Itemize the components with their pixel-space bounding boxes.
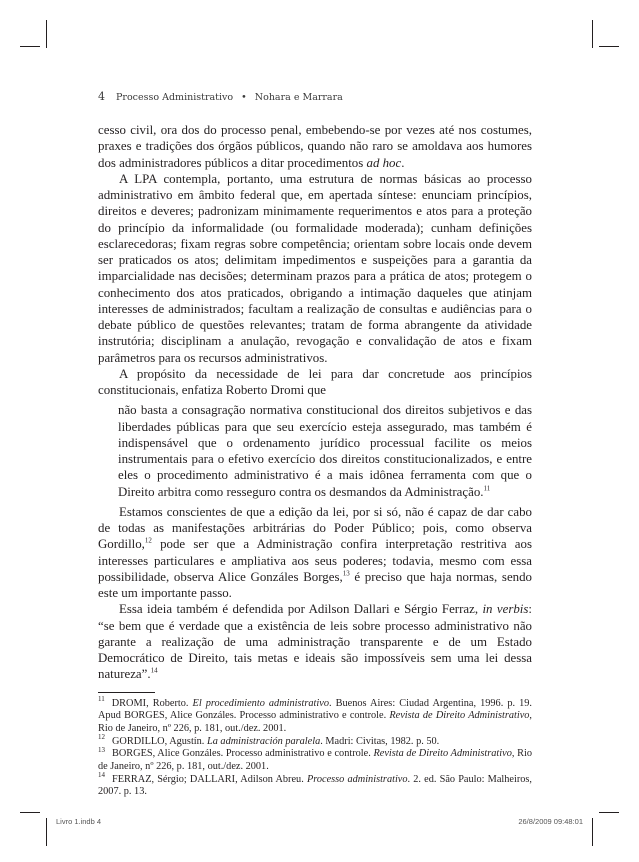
crop-mark-bottom-left-v	[46, 818, 47, 846]
crop-mark-top-left-v	[46, 20, 47, 48]
paragraph-3: A propósito da necessidade de lei para dar concretude aos princípios constitucionais, enfatiza Roberto Dromi que	[98, 366, 532, 397]
footnote-13: $^{13}$ BORGES, Alice Gonzáles. Processo administrativo e controle. Revista de Direito Administrativo, Rio de Janeiro, nº 226, p. 181, out./dez. 2001.	[98, 745, 532, 773]
footnote-11: $^{11}$ DROMI, Roberto. El procedimiento administrativo. Buenos Aires: Ciudad Argentina, 1996. p. 19. Apud BORGES, Alice Gonzáles. Processo administrativo e controle. Revista de Direito Administrativo, Rio de Janeiro, nº 226, p. 181, out./dez. 2001.	[98, 695, 532, 734]
crop-mark-bottom-right-v	[592, 818, 593, 846]
paragraph-2: A LPA contempla, portanto, uma estrutura de normas básicas ao processo administrativo em âmbito federal que, em apertada síntese: enunciam princípios, direitos e deveres; padronizam minimamente requerimentos e atos para a proteção do princípio da informalidade (ou formalidade moderada); cunham definições esclarecedoras; fixam regras sobre competência; orientam sobre locais onde devem ser praticados os atos; delimitam impedimentos e suspeições para a garantia da imparcialidade nas decisões; determinam prazos para a prática de atos; protegem o conhecimento dos atos praticados, obrigando a intimação daqueles que atinjam interesses de administrados; facultam a realização de consultas e audiências para o debate público de questões relevantes; tratam de forma abrangente da atividade instrutória; disciplinam a anulação, revogação e convalidação de atos e fixam parâmetros para os recursos administrativos.	[98, 171, 532, 365]
footnote-ref-12: 12	[144, 536, 152, 545]
slug-file: Livro 1.indb 4	[56, 817, 102, 826]
crop-mark-top-right-h	[599, 46, 619, 47]
paragraph-1: cesso civil, ora dos do processo penal, embebendo-se por vezes até nos costumes, praxes e tradições dos órgãos públicos, quando não raro se amoldava aos humores dos administradores públicos a ditar procedimentos ad hoc.	[98, 123, 532, 170]
paragraph-4: Estamos conscientes de que a edição da lei, por si só, não é capaz de dar cabo de todas as manifestações arbitrárias do Poder Público; pois, como observa Gordillo,$^{12}$ pode ser que a Administração confira interpretação restritiva aos interesses particulares e ampliativa aos seus poderes; todavia, mesmo com essa possibilidade, observa Alice Gonzáles Borges,$^{13}$ é preciso que haja normas, sendo este um importante passo.	[98, 504, 533, 600]
book-authors: Nohara e Marrara	[254, 92, 343, 103]
slug-timestamp: 26/8/2009 09:48:01	[518, 817, 583, 826]
footnote-ref-14: 14	[150, 666, 158, 675]
crop-mark-top-right-v	[592, 20, 593, 48]
running-header	[98, 90, 343, 103]
page-body	[98, 122, 532, 799]
book-title: Processo Administrativo	[116, 92, 234, 103]
footnote-ref-13: 13	[342, 569, 350, 578]
paragraph-5: Essa ideia também é defendida por Adilson Dallari e Sérgio Ferraz, in verbis: “se bem que é verdade que a existência de leis sobre processo administrativo não garante a realização de uma administração transparente e de um Estado Democrático de Direito, tais metas e ideais são impossíveis sem uma lei dessa natureza”.$^{14}$	[98, 602, 532, 682]
footnote-12: $^{12}$ GORDILLO, Agustín. La administración paralela. Madri: Civitas, 1982. p. 50.	[98, 733, 440, 747]
footnote-divider	[98, 692, 155, 693]
crop-mark-top-left-h	[20, 46, 40, 47]
page-number: 4	[98, 90, 105, 103]
crop-mark-bottom-left-h	[20, 812, 40, 813]
header-bullet: •	[241, 92, 247, 103]
crop-mark-bottom-right-h	[599, 812, 619, 813]
footnote-14: $^{14}$ FERRAZ, Sérgio; DALLARI, Adilson Abreu. Processo administrativo. 2. ed. São Paulo: Malheiros, 2007. p. 13.	[98, 771, 532, 798]
block-quote: não basta a consagração normativa constitucional dos direitos subjetivos e das liberdades públicas para que seu exercício esteja assegurado, mas também é indispensável que o ordenamento jurídico processual facilite os meios instrumentais para o efetivo exercício dos direitos constitucionalizados, e entre eles o procedimento administrativo é a mais idônea ferramenta com que o Direito arbitra como resseguro contra os desmandos da Administração.$^{11}$	[118, 403, 532, 499]
footnote-ref-11: 11	[483, 484, 491, 493]
